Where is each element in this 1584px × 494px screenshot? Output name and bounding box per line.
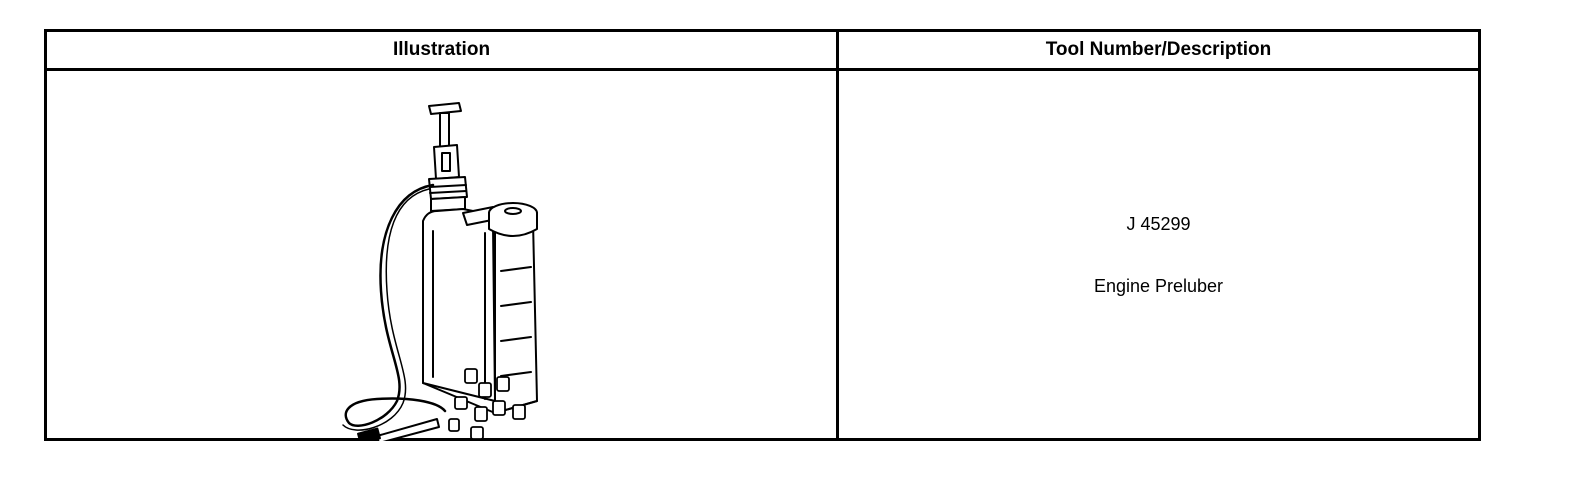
header-illustration: Illustration <box>46 31 838 70</box>
header-tool-number-description: Tool Number/Description <box>838 31 1480 70</box>
tool-description-cell <box>838 70 1480 440</box>
table-row <box>46 70 1480 440</box>
table-header-row <box>46 31 1480 70</box>
tool-number: J 45299 <box>1126 213 1191 234</box>
spacer <box>839 235 1478 275</box>
tool-table <box>44 29 1481 441</box>
tool-description: Engine Preluber <box>1093 275 1224 296</box>
engine-preluber-icon <box>337 101 597 441</box>
illustration-cell <box>46 70 838 440</box>
